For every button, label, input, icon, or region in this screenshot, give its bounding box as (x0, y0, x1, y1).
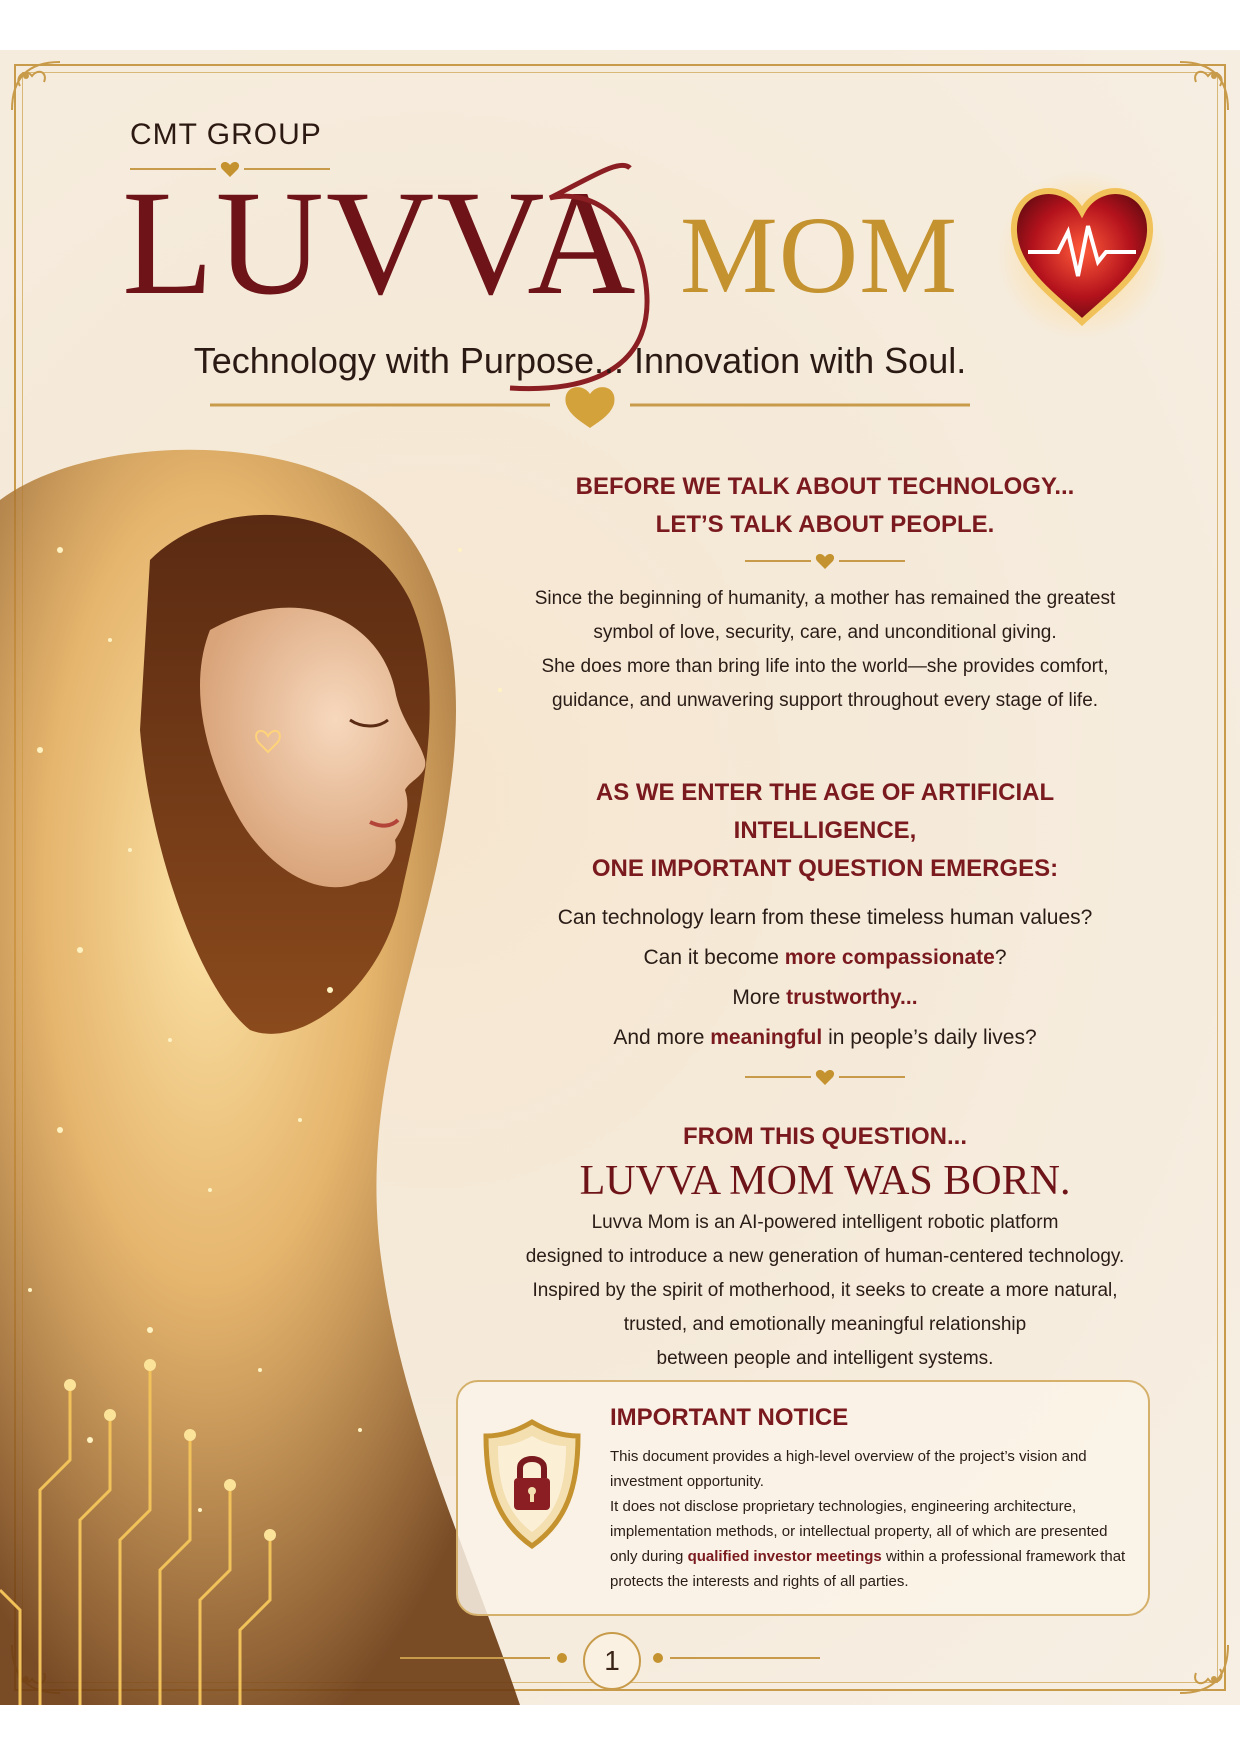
heartbeat-heart-icon (992, 170, 1172, 340)
question-line: Can technology learn from these timeless human values? (557, 906, 1093, 929)
born-title: LUVVA MOM WAS BORN. (579, 1158, 1071, 1204)
title-luvva: LUVVA (122, 160, 638, 326)
notice-body (610, 1444, 1130, 1594)
emphasis-text: qualified investor meetings (687, 1548, 882, 1565)
body-line: guidance, and unwavering support throughout every stage of life. (551, 690, 1099, 711)
body-line: She does more than bring life into the world—she provides comfort, (541, 656, 1109, 677)
body-line: Inspired by the spirit of motherhood, it seeks to create a more natural, (532, 1280, 1118, 1301)
brand-name: CMT GROUP (130, 118, 322, 151)
section-heading: AS WE ENTER THE AGE OF ARTIFICIAL INTELLIGENCE, (595, 779, 1055, 844)
document-page (0, 50, 1240, 1705)
important-notice-box (456, 1380, 1150, 1616)
body-line: Since the beginning of humanity, a mother has remained the greatest (534, 588, 1116, 609)
notice-paragraph: It does not disclose proprietary technologies, engineering architecture, implementation methods, or intellectual property, all of which are presented only during qualified investor meetings within a professional framework that protects the interests and rights of all parties. (610, 1498, 1126, 1590)
body-line: between people and intelligent systems. (656, 1348, 994, 1369)
body-line: Luvva Mom is an AI-powered intelligent robotic platform (591, 1212, 1059, 1233)
question-line: Can it become more compassionate? (643, 946, 1007, 969)
title-mom: MOM (680, 194, 959, 316)
body-line: designed to introduce a new generation of human-centered technology. (525, 1246, 1125, 1267)
corner-ornament-icon (1176, 1641, 1232, 1697)
section-heading: ONE IMPORTANT QUESTION EMERGES: (591, 855, 1059, 882)
question-line: More trustworthy... (732, 986, 918, 1009)
section-people (505, 468, 1145, 718)
emphasis-text: meaningful (710, 1026, 823, 1049)
heart-divider-icon (210, 380, 970, 430)
page-number: 1 (583, 1632, 641, 1690)
tagline: Technology with Purpose... Innovation with Soul. (193, 340, 967, 381)
corner-ornament-icon (1176, 58, 1232, 114)
emphasis-text: trustworthy... (786, 986, 918, 1009)
heart-divider-icon (725, 550, 925, 572)
body-line: trusted, and emotionally meaningful relationship (623, 1314, 1027, 1335)
section-heading: BEFORE WE TALK ABOUT TECHNOLOGY... (575, 473, 1075, 500)
notice-paragraph: This document provides a high-level overview of the project’s vision and investment opportunity. (610, 1448, 1087, 1490)
emphasis-text: more compassionate (784, 946, 995, 969)
notice-title: IMPORTANT NOTICE (610, 1404, 849, 1431)
section-kicker: FROM THIS QUESTION... (682, 1123, 967, 1150)
body-line: symbol of love, security, care, and unconditional giving. (593, 622, 1057, 643)
section-heading: LET’S TALK ABOUT PEOPLE. (655, 511, 995, 538)
shield-lock-icon (482, 1418, 582, 1550)
section-question (505, 774, 1145, 1088)
section-born (505, 1118, 1145, 1376)
heart-divider-icon (725, 1066, 925, 1088)
question-line: And more meaningful in people’s daily lives? (613, 1026, 1037, 1049)
corner-ornament-icon (8, 58, 64, 114)
